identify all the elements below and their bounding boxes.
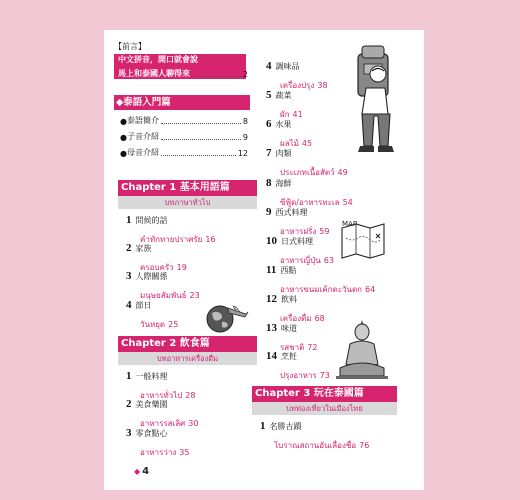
intro-item: ● 子音介紹 9 [120,132,248,142]
entry-page: 45 [301,139,313,148]
entry-page: 68 [314,314,325,323]
toc-entry [266,118,312,150]
intro-title: ◆泰語入門篇 [114,95,250,110]
entry-chinese: 飲料 [281,295,297,304]
page-number-value: 4 [142,466,150,477]
globe-plane-illustration [200,300,256,336]
entry-thai: เครื่องดื่ม [280,314,312,323]
entry-chinese: 肉類 [275,149,292,158]
preface-row [114,68,248,79]
toc-entry [266,293,325,325]
toc-entry [126,270,200,302]
entry-page: 64 [365,285,376,294]
entry-chinese: 問候的話 [135,216,168,225]
entry-number: 13 [266,322,277,334]
entry-thai: คำทักทายปราศรัย [140,235,203,244]
entry-chinese: 水果 [275,120,292,129]
entry-chinese: 西式料理 [275,208,308,217]
toc-entry [266,206,329,238]
entry-thai: ประเภทเนื้อสัตว์ [280,168,335,177]
entry-page: 59 [319,227,330,236]
chapter1-thai: บทภาษาทั่วไป [118,196,257,209]
toc-entry [260,420,369,452]
entry-page: 19 [176,263,187,272]
toc-entry [126,398,198,430]
entry-page: 30 [188,419,199,428]
entry-thai: ผลไม้ [280,139,299,148]
entry-number: 14 [266,350,277,362]
entry-chinese: 美食樂園 [135,400,168,409]
entry-number: 9 [266,206,272,218]
entry-number: 2 [126,242,132,254]
entry-page: 41 [292,110,303,119]
entry-thai: เครื่องปรุง [280,81,315,90]
chapter2-title: Chapter 2 飲食篇 [118,336,257,352]
entry-thai: อาหารรสเลิศ [140,419,186,428]
entry-number: 1 [126,370,132,382]
entry-chinese: 節日 [135,301,152,310]
entry-number: 7 [266,147,272,159]
toc-entry [126,427,189,459]
intro-item-page: 8 [242,117,248,126]
entry-page: 23 [189,291,200,300]
entry-thai: ผัก [280,110,290,119]
toc-entry [126,299,178,331]
preface-title-line1: 中文拼音，開口就會說 [118,55,198,64]
entry-number: 1 [260,420,266,432]
entry-thai: ปรุงอาหาร [280,371,317,380]
toc-entry [266,60,328,92]
buddha-illustration [334,318,390,380]
preface-title-line2: 馬上和泰國人聊得來 [114,68,194,79]
entry-number: 1 [126,214,132,226]
intro-item: ● 母音介紹 12 [120,148,248,158]
entry-page: 35 [179,448,190,457]
entry-thai: อาหารญี่ปุ่น [280,256,321,265]
entry-number: 6 [266,118,272,130]
toc-entry [266,147,348,179]
entry-page: 63 [323,256,334,265]
entry-number: 4 [266,60,272,72]
entry-chinese: 一般料理 [135,372,168,381]
leader-dots [196,76,241,77]
entry-number: 12 [266,293,277,305]
intro-item-label: 母音介紹 [126,148,159,157]
entry-page: 76 [359,441,370,450]
entry-number: 3 [126,270,132,282]
entry-thai: ซีฟู้ด/อาหารทะเล [280,198,340,207]
entry-chinese: 零食點心 [135,429,168,438]
toc-entry [266,89,303,121]
toc-entry [266,177,353,209]
entry-number: 2 [126,398,132,410]
entry-chinese: 家族 [135,244,152,253]
entry-chinese: 人際關係 [135,272,168,281]
preface-page: 2 [242,70,248,79]
intro-item: ● 泰語簡介 8 [120,116,248,126]
entry-chinese: 蔬菜 [275,91,292,100]
entry-thai: อาหารฝรั่ง [280,227,317,236]
entry-number: 11 [266,264,277,276]
entry-number: 5 [266,89,272,101]
intro-item-label: 泰語簡介 [126,116,159,125]
entry-thai: โบราณสถานอันเลื่องชื่อ [274,441,357,450]
map-illustration [336,218,392,264]
entry-page: 73 [319,371,330,380]
entry-thai: อาหารว่าง [140,448,177,457]
entry-thai: ครอบครัว [140,263,174,272]
entry-thai: รสชาติ [280,343,305,352]
toc-entry [266,235,334,267]
toc-entry [266,350,330,382]
backpacker-illustration [344,44,408,160]
entry-page: 72 [307,343,318,352]
entry-thai: มนุษยสัมพันธ์ [140,291,187,300]
entry-thai: อาหารทั่วไป [140,391,183,400]
entry-page: 25 [168,320,179,329]
intro-item-page: 9 [242,133,248,142]
entry-chinese: 調味品 [275,62,300,71]
entry-chinese: 海鮮 [275,179,292,188]
chapter3-thai: บทท่องเที่ยวในเมืองไทย [252,402,397,415]
entry-page: 28 [185,391,196,400]
entry-chinese: 味道 [281,324,297,333]
entry-chinese: 名勝古蹟 [269,422,302,431]
entry-page: 49 [337,168,348,177]
toc-entry [266,264,375,296]
toc-page [104,30,424,490]
entry-number: 10 [266,235,277,247]
intro-item-page: 12 [237,149,248,158]
page-number [134,466,149,477]
page-marker-icon: ◆ [134,467,141,476]
entry-chinese: 日式料理 [281,237,313,246]
entry-number: 4 [126,299,132,311]
entry-number: 8 [266,177,272,189]
entry-chinese: 烹飪 [281,352,297,361]
chapter2-thai: บทอาหารเครื่องดื่ม [118,352,257,365]
entry-page: 54 [342,198,353,207]
entry-chinese: 西點 [280,266,297,275]
intro-item-label: 子音介紹 [126,132,159,141]
entry-number: 3 [126,427,132,439]
entry-page: 16 [205,235,216,244]
preface-label: 【前言】 [114,42,146,51]
entry-page: 38 [317,81,328,90]
chapter3-title: Chapter 3 玩在泰國篇 [252,386,397,402]
chapter1-title: Chapter 1 基本用語篇 [118,180,257,196]
map-label: MAP [342,220,358,228]
entry-thai: อาหารขนมเค้กตะวันตก [280,285,362,294]
entry-thai: วันหยุด [140,320,166,329]
